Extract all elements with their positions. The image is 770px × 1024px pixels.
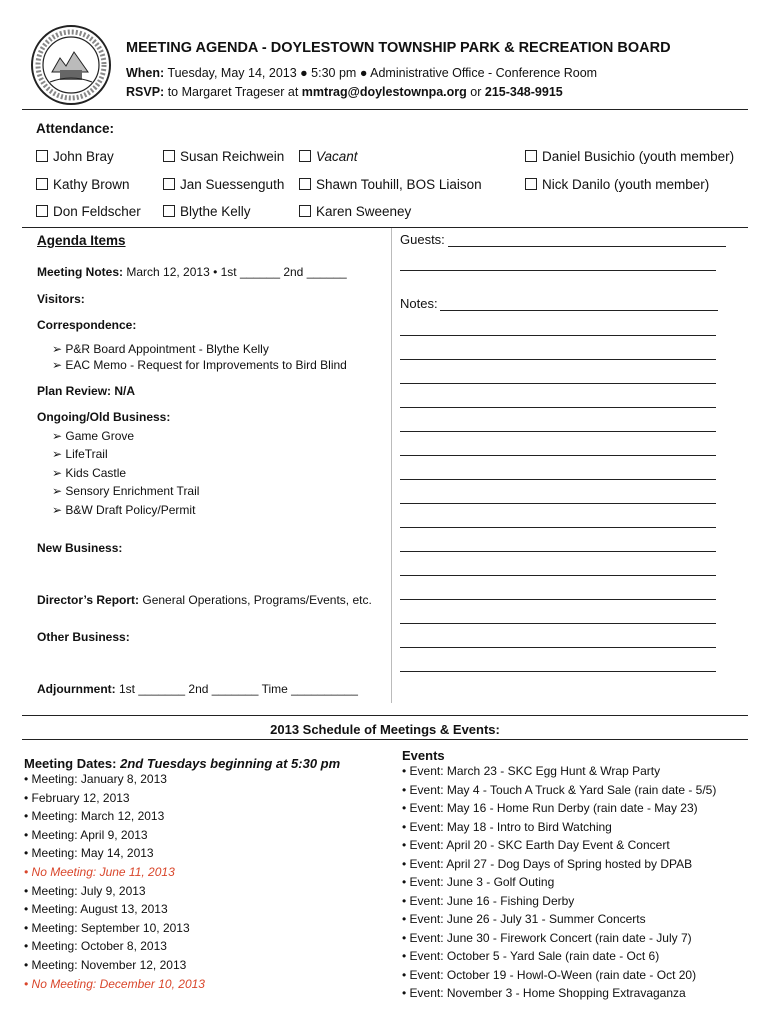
when-value: Tuesday, May 14, 2013 ● 5:30 pm ● Administrative Office - Conference Room <box>167 66 598 80</box>
list-item: • Meeting: January 8, 2013 <box>24 772 167 786</box>
rsvp-or: or <box>470 85 482 99</box>
list-item: • Event: May 16 - Home Run Derby (rain date - May 23) <box>402 801 698 815</box>
list-item: • Meeting: August 13, 2013 <box>24 902 168 917</box>
list-item: • Meeting: October 8, 2013 <box>24 939 167 954</box>
list-item: • Event: April 27 - Dog Days of Spring hosted by DPAB <box>402 856 693 871</box>
attendance-item[interactable]: Shawn Touhill, BOS Liaison <box>299 177 482 192</box>
notes-field[interactable] <box>400 671 716 672</box>
list-item: ➢ Game Grove <box>52 429 135 443</box>
notes-label: Notes: <box>400 296 438 311</box>
notes-field[interactable] <box>400 335 716 336</box>
list-item: • Event: June 3 - Golf Outing <box>402 875 555 889</box>
list-item: ➢ EAC Memo - Request for Improvements to Bird Blind <box>52 358 347 372</box>
agenda-title: Agenda Items <box>37 233 126 248</box>
list-item: • Event: May 4 - Touch A Truck & Yard Sale (rain date - 5/5) <box>402 782 717 797</box>
list-item: • Event: November 3 - Home Shopping Extravaganza <box>402 986 686 1000</box>
list-item: • Meeting: May 14, 2013 <box>24 846 154 861</box>
new-business-label: New Business: <box>37 541 123 555</box>
notes-field[interactable] <box>400 455 716 456</box>
list-item: • Event: June 30 - Firework Concert (rain date - July 7) <box>402 930 692 945</box>
ongoing-business-label: Ongoing/Old Business: <box>37 410 171 424</box>
column-divider <box>391 228 392 703</box>
notes-field[interactable] <box>440 310 718 311</box>
correspondence-label: Correspondence: <box>37 318 137 332</box>
list-item: • February 12, 2013 <box>24 790 130 805</box>
checkbox-icon[interactable] <box>163 205 175 217</box>
list-item: • No Meeting: June 11, 2013 <box>24 865 175 879</box>
guests-field[interactable] <box>400 270 716 271</box>
list-item: • Event: April 20 - SKC Earth Day Event & Concert <box>402 838 670 852</box>
list-item: • Meeting: April 9, 2013 <box>24 827 148 842</box>
attendance-item[interactable]: Nick Danilo (youth member) <box>525 177 709 192</box>
attendance-title: Attendance: <box>36 121 115 136</box>
guests-label: Guests: <box>400 232 445 247</box>
list-item: • Event: May 18 - Intro to Bird Watching <box>402 819 612 834</box>
checkbox-icon[interactable] <box>299 150 311 162</box>
other-business-label: Other Business: <box>37 630 130 644</box>
attendance-item[interactable]: Don Feldscher <box>36 204 141 219</box>
rsvp-line <box>126 85 563 99</box>
rsvp-phone: 215-348-9915 <box>484 85 563 99</box>
list-item: • Event: June 16 - Fishing Derby <box>402 893 575 908</box>
attendance-item[interactable]: Daniel Busichio (youth member) <box>525 149 734 164</box>
meeting-dates-title: Meeting Dates: 2nd Tuesdays beginning at 5:30 pm <box>24 756 341 771</box>
events-title: Events <box>402 748 445 763</box>
list-item: ➢ Sensory Enrichment Trail <box>52 484 200 498</box>
adjournment: Adjournment: 1st _______ 2nd _______ Time __________ <box>37 682 358 696</box>
notes-field[interactable] <box>400 551 716 552</box>
attendance-item[interactable]: Jan Suessenguth <box>163 177 284 192</box>
list-item: • Event: March 23 - SKC Egg Hunt & Wrap Party <box>402 764 661 778</box>
schedule-title: 2013 Schedule of Meetings & Events: <box>270 722 500 737</box>
list-item: ➢ B&W Draft Policy/Permit <box>52 503 196 517</box>
checkbox-icon[interactable] <box>299 178 311 190</box>
notes-field[interactable] <box>400 623 716 624</box>
checkbox-icon[interactable] <box>163 178 175 190</box>
notes-field[interactable] <box>400 575 716 576</box>
notes-field[interactable] <box>400 503 716 504</box>
list-item: • Event: October 19 - Howl-O-Ween (rain date - Oct 20) <box>402 967 697 982</box>
list-item: • Meeting: March 12, 2013 <box>24 809 165 824</box>
notes-field[interactable] <box>400 527 716 528</box>
page-title: MEETING AGENDA - DOYLESTOWN TOWNSHIP PARK & RECREATION BOARD <box>126 40 671 56</box>
checkbox-icon[interactable] <box>36 150 48 162</box>
when-label: When: <box>126 66 165 80</box>
checkbox-icon[interactable] <box>36 178 48 190</box>
meeting-notes: Meeting Notes: March 12, 2013 • 1st ______ 2nd ______ <box>37 265 347 279</box>
rsvp-email-link[interactable]: mmtrag@doylestownpa.org <box>301 85 467 99</box>
attendance-divider <box>22 227 748 228</box>
notes-field[interactable] <box>400 647 716 648</box>
checkbox-icon[interactable] <box>36 205 48 217</box>
list-item: ➢ P&R Board Appointment - Blythe Kelly <box>52 342 269 356</box>
list-item: • Meeting: September 10, 2013 <box>24 920 190 935</box>
attendance-item[interactable]: Susan Reichwein <box>163 149 284 164</box>
notes-field[interactable] <box>400 479 716 480</box>
header-divider <box>22 109 748 110</box>
checkbox-icon[interactable] <box>525 150 537 162</box>
when-line <box>126 66 597 80</box>
attendance-item[interactable]: Karen Sweeney <box>299 204 411 219</box>
checkbox-icon[interactable] <box>163 150 175 162</box>
directors-report: Director’s Report: General Operations, Programs/Events, etc. <box>37 593 372 607</box>
list-item: • No Meeting: December 10, 2013 <box>24 976 205 991</box>
list-item: • Event: October 5 - Yard Sale (rain date - Oct 6) <box>402 949 660 963</box>
checkbox-icon[interactable] <box>299 205 311 217</box>
notes-field[interactable] <box>400 359 716 360</box>
checkbox-icon[interactable] <box>525 178 537 190</box>
notes-field[interactable] <box>400 599 716 600</box>
rsvp-label: RSVP: <box>126 85 165 99</box>
visitors-label: Visitors: <box>37 292 85 306</box>
attendance-item[interactable]: John Bray <box>36 149 114 164</box>
notes-field[interactable] <box>400 407 716 408</box>
attendance-item[interactable]: Blythe Kelly <box>163 204 251 219</box>
notes-field[interactable] <box>400 383 716 384</box>
township-seal-logo <box>30 24 112 106</box>
guests-field[interactable] <box>448 246 726 247</box>
list-item: ➢ Kids Castle <box>52 466 127 480</box>
attendance-item[interactable]: Vacant <box>299 149 358 164</box>
schedule-divider-bottom <box>22 739 748 740</box>
notes-field[interactable] <box>400 431 716 432</box>
list-item: • Event: June 26 - July 31 - Summer Concerts <box>402 912 646 926</box>
schedule-divider-top <box>22 715 748 716</box>
list-item: ➢ LifeTrail <box>52 447 108 461</box>
rsvp-prefix: to Margaret Trageser at <box>167 85 299 99</box>
list-item: • Meeting: July 9, 2013 <box>24 883 146 898</box>
attendance-item[interactable]: Kathy Brown <box>36 177 130 192</box>
plan-review-label: Plan Review: N/A <box>37 384 136 398</box>
list-item: • Meeting: November 12, 2013 <box>24 958 187 972</box>
